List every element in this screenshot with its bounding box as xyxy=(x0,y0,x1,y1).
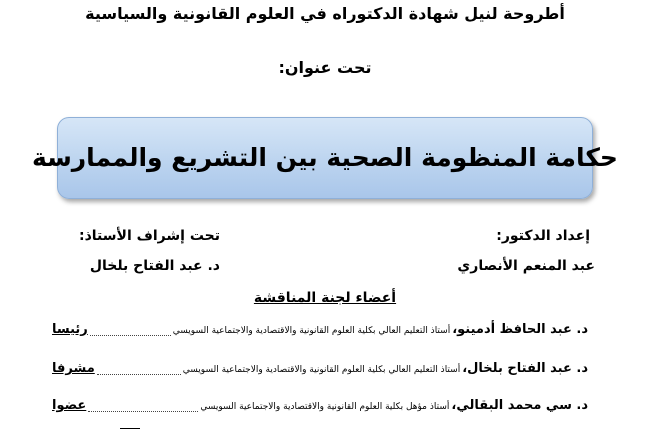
prepared-by-name: عبد المنعم الأنصاري xyxy=(457,258,595,274)
thesis-degree-line: أطروحة لنيل شهادة الدكتوراه في العلوم القانونية والسياسية xyxy=(85,4,565,23)
prepared-by-label: إعداد الدكتور: xyxy=(496,228,590,244)
member-role: عضوا xyxy=(52,398,87,413)
leader-dots xyxy=(88,410,198,412)
leader-dots xyxy=(90,334,171,336)
leader-dots xyxy=(97,373,181,375)
supervisor-label: تحت إشراف الأستاذ: xyxy=(79,228,220,244)
cut-off-line xyxy=(120,428,140,429)
member-role: مشرفا xyxy=(52,361,95,376)
member-description: أستاذ مؤهل بكلية العلوم القانونية والاقتصادية والاجتماعية السويسي xyxy=(200,402,450,412)
member-name: د. عبد الحافظ أدمينو، xyxy=(452,322,588,337)
committee-member xyxy=(52,322,588,342)
title-box xyxy=(32,117,618,199)
member-name: د. عبد الفتاح بلخال، xyxy=(462,361,588,376)
member-description: أستاذ التعليم العالي بكلية العلوم القانونية والاقتصادية والاجتماعية السويسي xyxy=(172,326,451,336)
thesis-title: حكامة المنظومة الصحية بين التشريع والممارسة xyxy=(32,143,618,172)
committee-heading xyxy=(0,287,650,308)
member-role: رئيسا xyxy=(52,322,88,337)
member-name: د. سي محمد البقالي، xyxy=(451,398,588,413)
member-description: أستاذ التعليم العالي بكلية العلوم القانونية والاقتصادية والاجتماعية السويسي xyxy=(182,365,461,375)
committee-member xyxy=(52,398,588,418)
committee-member xyxy=(52,361,588,381)
under-title-label: تحت عنوان: xyxy=(278,58,372,77)
supervisor-name: د. عبد الفتاح بلخال xyxy=(89,258,220,274)
committee-title: أعضاء لجنة المناقشة xyxy=(253,290,397,306)
